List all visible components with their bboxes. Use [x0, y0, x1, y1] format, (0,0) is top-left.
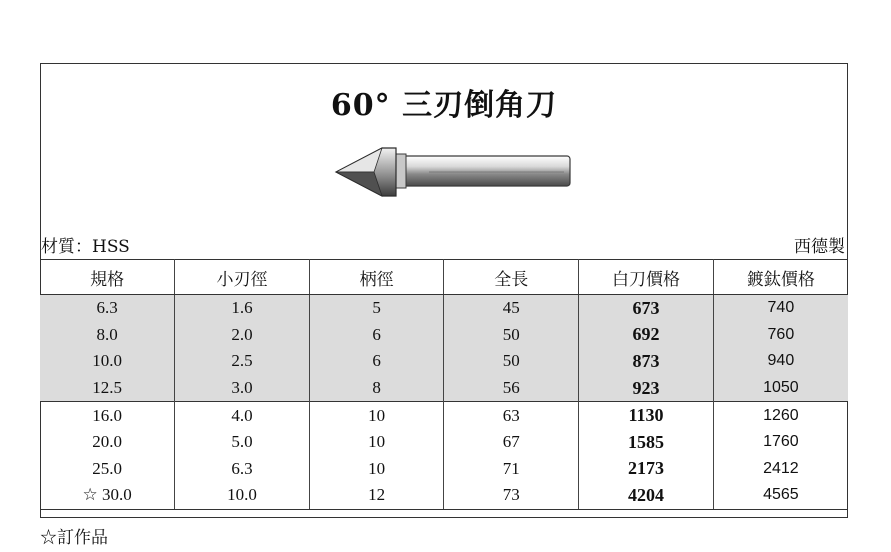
header-size: 規格 [40, 260, 175, 295]
cell-length: 50 [444, 322, 579, 349]
cell-length: 71 [444, 456, 579, 483]
price-table [40, 259, 848, 510]
cell-plain-price: 2173 [579, 456, 714, 483]
header-plain-price: 白刀價格 [579, 260, 714, 295]
cell-plain-price: 4204 [579, 482, 714, 509]
product-frame [40, 63, 848, 518]
cell-shank: 10 [309, 402, 444, 429]
cell-size: 10.0 [40, 348, 175, 375]
cell-tin-price: 2412 [713, 456, 848, 483]
table-row [40, 375, 848, 402]
cell-tin-price: 760 [713, 322, 848, 349]
cell-size: 16.0 [40, 402, 175, 429]
cell-small-blade: 6.3 [175, 456, 310, 483]
cell-small-blade: 10.0 [175, 482, 310, 509]
cell-size: 25.0 [40, 456, 175, 483]
header-shank-diameter: 柄徑 [309, 260, 444, 295]
table-row [40, 295, 848, 322]
cell-plain-price: 692 [579, 322, 714, 349]
cell-length: 67 [444, 429, 579, 456]
cell-shank: 10 [309, 456, 444, 483]
cell-length: 45 [444, 295, 579, 322]
cell-length: 50 [444, 348, 579, 375]
cell-small-blade: 2.0 [175, 322, 310, 349]
cell-shank: 12 [309, 482, 444, 509]
table-row [40, 348, 848, 375]
cell-length: 63 [444, 402, 579, 429]
cell-shank: 5 [309, 295, 444, 322]
header-overall-length: 全長 [444, 260, 579, 295]
table-row [40, 402, 848, 429]
table-row [40, 456, 848, 483]
page-title: 60° 三刃倒角刀 [330, 88, 558, 123]
cell-plain-price: 1585 [579, 429, 714, 456]
cell-plain-price: 923 [579, 375, 714, 402]
cell-shank: 6 [309, 348, 444, 375]
cell-size: 20.0 [40, 429, 175, 456]
table-header-row [40, 260, 848, 295]
table-row [40, 322, 848, 349]
header-tin-price: 鍍鈦價格 [713, 260, 848, 295]
cell-plain-price: 873 [579, 348, 714, 375]
cell-shank: 8 [309, 375, 444, 402]
cell-size: 8.0 [40, 322, 175, 349]
cell-small-blade: 5.0 [175, 429, 310, 456]
cell-tin-price: 1260 [713, 402, 848, 429]
cell-small-blade: 3.0 [175, 375, 310, 402]
cell-shank: 6 [309, 322, 444, 349]
cell-tin-price: 740 [713, 295, 848, 322]
table-row [40, 429, 848, 456]
table-row [40, 482, 848, 509]
cell-length: 56 [444, 375, 579, 402]
material-label: 材質：HSS [41, 237, 130, 257]
cell-length: 73 [444, 482, 579, 509]
cell-shank: 10 [309, 429, 444, 456]
cell-small-blade: 1.6 [175, 295, 310, 322]
origin-label: 西德製 [794, 237, 845, 257]
cell-tin-price: 4565 [713, 482, 848, 509]
countersink-tool-icon [334, 142, 574, 202]
cell-plain-price: 1130 [579, 402, 714, 429]
cell-tin-price: 1760 [713, 429, 848, 456]
cell-tin-price: 1050 [713, 375, 848, 402]
cell-small-blade: 4.0 [175, 402, 310, 429]
custom-order-note: ☆訂作品 [40, 528, 108, 548]
cell-small-blade: 2.5 [175, 348, 310, 375]
cell-size: 6.3 [40, 295, 175, 322]
cell-size: 12.5 [40, 375, 175, 402]
header-small-blade-diameter: 小刃徑 [175, 260, 310, 295]
cell-plain-price: 673 [579, 295, 714, 322]
cell-size: ☆ 30.0 [40, 482, 175, 509]
cell-tin-price: 940 [713, 348, 848, 375]
